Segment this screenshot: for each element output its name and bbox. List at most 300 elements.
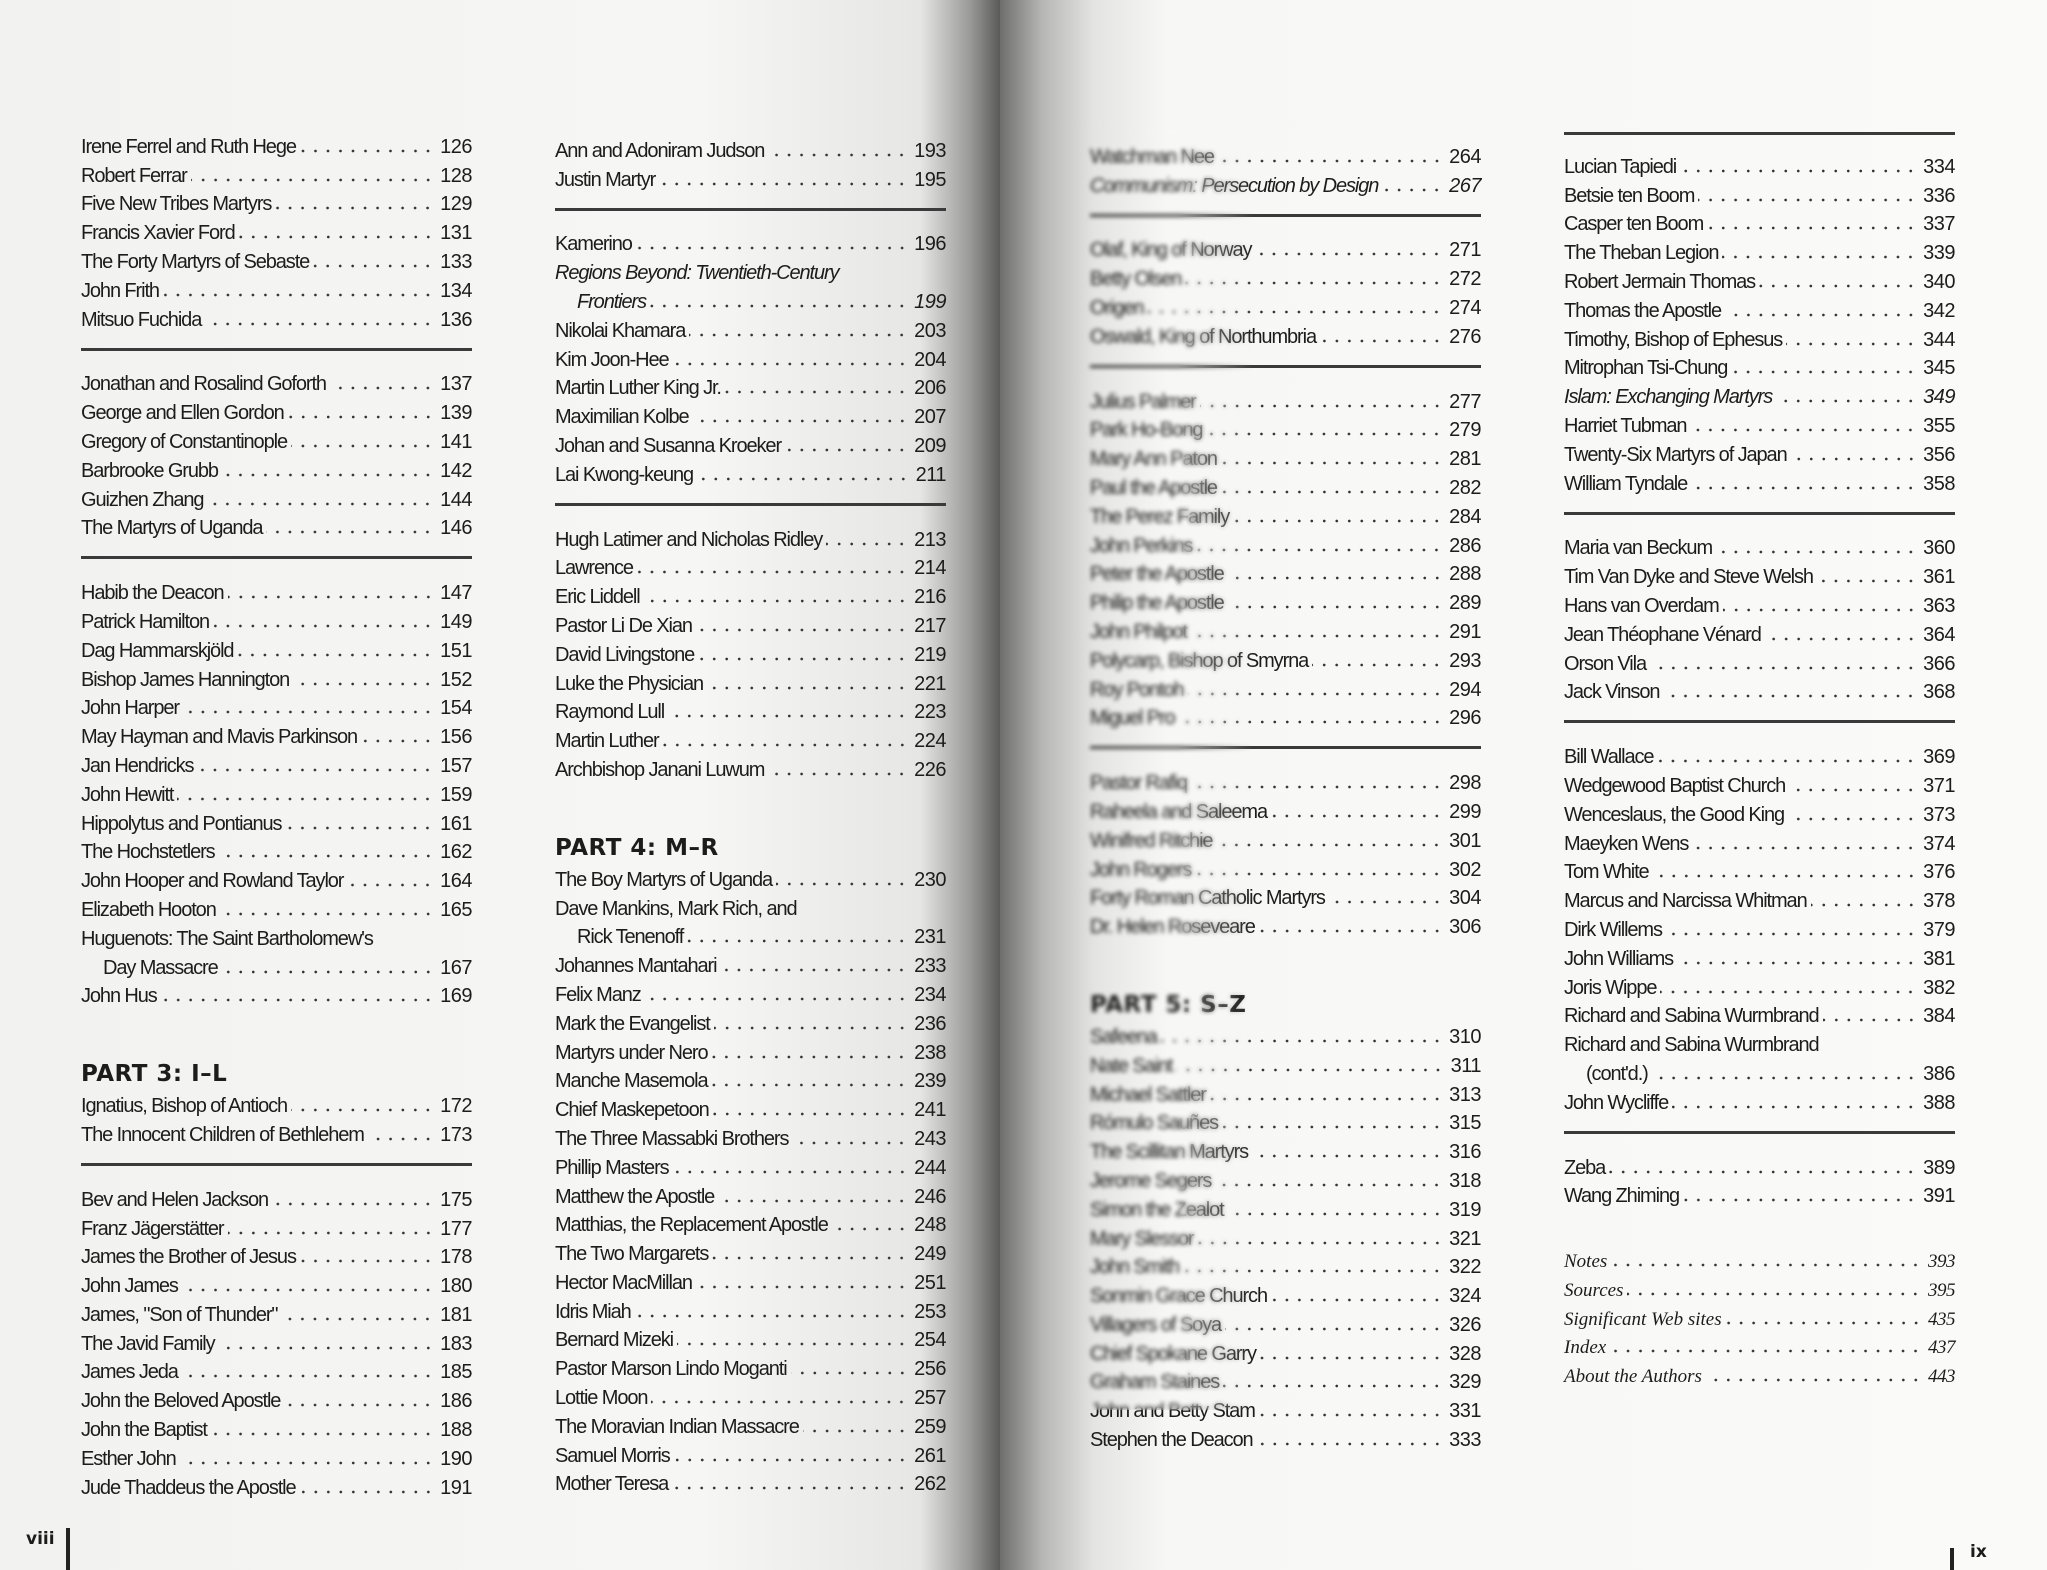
toc-entry[interactable] (1564, 323, 1955, 352)
entry-page-number: 379 (1923, 918, 1955, 941)
entry-title: Franz Jägerstätter (81, 1217, 224, 1240)
toc-entry[interactable] (1564, 589, 1955, 618)
dot-leader (1759, 283, 1917, 289)
toc-entry[interactable] (1564, 438, 1955, 467)
toc-entry[interactable] (1564, 676, 1955, 705)
entry-title: Stephen the Deacon (1090, 1429, 1253, 1452)
entry-title: Pastor Rafiq (1090, 772, 1187, 795)
dot-leader (1723, 607, 1917, 613)
entry-title: Dag Hammarskjöld (81, 639, 234, 662)
part-heading (555, 782, 946, 863)
entry-title: Mary Ann Paton (1090, 448, 1217, 471)
entry-page-number: 230 (914, 868, 946, 891)
entry-title: Richard and Sabina Wurmbrand (1564, 1034, 1819, 1057)
entry-page-number: 366 (1923, 652, 1955, 675)
toc-entry[interactable] (1564, 827, 1955, 856)
toc-entry[interactable] (1564, 409, 1955, 438)
dot-leader (826, 541, 908, 547)
toc-entry[interactable] (555, 724, 946, 753)
dot-leader (361, 738, 434, 744)
entry-title: Tim Van Dyke and Steve Welsh (1564, 566, 1813, 589)
entry-title: Manche Masemola (555, 1070, 708, 1093)
toc-entry[interactable] (81, 425, 472, 454)
entry-title: Betsie ten Boom (1564, 184, 1695, 207)
toc-entry[interactable] (81, 1241, 472, 1270)
dot-leader (707, 685, 908, 691)
entry-title: John Wycliffe (1564, 1091, 1669, 1114)
entry-page-number: 154 (440, 697, 472, 720)
dot-leader (674, 1457, 909, 1463)
toc-entry[interactable] (555, 1151, 946, 1180)
entry-page-number: 243 (914, 1127, 946, 1150)
toc-entry[interactable] (555, 978, 946, 1007)
entry-title: Jerome Segers (1090, 1169, 1212, 1192)
entry-title: Casper ten Boom (1564, 213, 1704, 236)
toc-entry[interactable] (1564, 265, 1955, 294)
dot-leader (1666, 931, 1917, 937)
dot-leader (1650, 665, 1917, 671)
entry-title: Origen (1090, 296, 1144, 319)
toc-entry[interactable] (555, 1468, 946, 1497)
dot-leader (220, 911, 434, 917)
entry-title: Richard and Sabina Wurmbrand (1564, 1005, 1819, 1028)
entry-page-number: 214 (914, 557, 946, 580)
dot-leader (1692, 845, 1917, 851)
toc-entry[interactable] (555, 1266, 946, 1295)
toc-entry[interactable] (1564, 971, 1955, 1000)
entry-page-number: 349 (1923, 386, 1955, 409)
entry-page-number: 302 (1449, 858, 1481, 881)
dot-leader (219, 1345, 435, 1351)
toc-entry[interactable] (555, 863, 946, 892)
dot-leader (1698, 197, 1917, 203)
entry-title: Roy Pontoh (1090, 678, 1184, 701)
entry-title: Index (1564, 1337, 1607, 1359)
section-divider (1564, 126, 1955, 150)
entry-page-number: 217 (914, 614, 946, 637)
entry-page-number: 381 (1923, 947, 1955, 970)
toc-entry[interactable] (1564, 647, 1955, 676)
dot-leader (211, 1431, 434, 1437)
toc-entry[interactable] (81, 188, 472, 217)
entry-title: Robert Jermain Thomas (1564, 270, 1756, 293)
entry-title: Johannes Mantahari (555, 955, 717, 978)
toc-entry[interactable] (81, 512, 472, 541)
entry-title: Chief Spokane Garry (1090, 1342, 1256, 1365)
toc-entry[interactable] (1564, 532, 1955, 561)
toc-entry[interactable] (81, 1413, 472, 1442)
toc-entry[interactable] (555, 163, 946, 192)
toc-entry[interactable] (81, 1298, 472, 1327)
toc-entry[interactable] (1564, 380, 1955, 409)
entry-title: Dirk Willems (1564, 918, 1662, 941)
toc-entry[interactable] (555, 580, 946, 609)
toc-entry[interactable] (1564, 942, 1955, 971)
dot-leader (1223, 1383, 1443, 1389)
entry-title: Michael Sattler (1090, 1083, 1206, 1106)
dot-leader (1611, 1262, 1922, 1268)
entry-title: Tom White (1564, 861, 1649, 884)
entry-page-number: 191 (440, 1476, 472, 1499)
toc-entry[interactable] (81, 1384, 472, 1413)
toc-entry[interactable] (555, 1410, 946, 1439)
toc-entry[interactable] (1564, 1273, 1955, 1302)
dot-leader (689, 332, 908, 338)
dot-leader (288, 414, 434, 420)
dot-leader (720, 967, 908, 973)
toc-entry[interactable] (81, 634, 472, 663)
toc-entry[interactable] (81, 692, 472, 721)
entry-page-number: 384 (1923, 1005, 1955, 1028)
toc-entry-line (1564, 1028, 1955, 1057)
toc-entry[interactable] (1564, 150, 1955, 179)
toc-entry[interactable] (1564, 208, 1955, 237)
dot-leader (1680, 168, 1917, 174)
toc-entry[interactable] (81, 1442, 472, 1471)
section-divider (81, 1147, 472, 1183)
entry-page-number: 358 (1923, 472, 1955, 495)
entry-page-number: 378 (1923, 890, 1955, 913)
dot-leader (266, 529, 434, 535)
dot-leader (207, 501, 434, 507)
dot-leader (698, 656, 908, 662)
toc-entry[interactable] (81, 1327, 472, 1356)
entry-page-number: 144 (440, 488, 472, 511)
toc-entry[interactable] (1564, 1057, 1955, 1086)
entry-page-number: 331 (1449, 1400, 1481, 1423)
toc-entry[interactable] (555, 1439, 946, 1468)
toc-entry[interactable] (555, 314, 946, 343)
entry-page-number: 147 (440, 582, 472, 605)
entry-page-number: 133 (440, 250, 472, 273)
entry-title: John Smith (1090, 1256, 1180, 1279)
entry-page-number: 241 (914, 1099, 946, 1122)
part-heading-text: PART 5: S–Z (1090, 992, 1247, 1019)
toc-entry[interactable] (555, 372, 946, 401)
toc-entry[interactable] (1564, 1180, 1955, 1209)
toc-entry[interactable] (1564, 618, 1955, 647)
dot-leader (1789, 787, 1917, 793)
entry-title: Barbrooke Grubb (81, 459, 218, 482)
entry-title: Johan and Susanna Kroeker (555, 434, 782, 457)
dot-leader (1691, 485, 1917, 491)
toc-entry[interactable] (555, 285, 946, 314)
dot-leader (1228, 604, 1443, 610)
entry-title: Mark the Evangelist (555, 1012, 710, 1035)
toc-entry[interactable] (81, 778, 472, 807)
toc-entry[interactable] (1564, 1302, 1955, 1331)
toc-entry[interactable] (555, 552, 946, 581)
section-divider (1564, 1115, 1955, 1151)
toc-entry[interactable] (555, 949, 946, 978)
toc-entry[interactable] (81, 1269, 472, 1298)
dot-leader (803, 1428, 908, 1434)
toc-entry[interactable] (555, 1065, 946, 1094)
toc-entry[interactable] (555, 1180, 946, 1209)
dot-leader (673, 361, 909, 367)
toc-entry[interactable] (81, 1118, 472, 1147)
entry-title: Francis Xavier Ford (81, 222, 235, 245)
toc-entry[interactable] (81, 864, 472, 893)
toc-entry[interactable] (555, 134, 946, 163)
toc-entry[interactable] (81, 454, 472, 483)
entry-page-number: 356 (1923, 443, 1955, 466)
toc-entry[interactable] (81, 605, 472, 634)
entry-title: John Hewitt (81, 783, 174, 806)
section-divider (1564, 496, 1955, 532)
dot-leader (644, 598, 909, 604)
toc-entry[interactable] (555, 753, 946, 782)
entry-title: Luke the Physician (555, 672, 704, 695)
entry-title: The Innocent Children of Bethlehem (81, 1123, 364, 1146)
entry-page-number: 183 (440, 1332, 472, 1355)
entry-title: Ignatius, Bishop of Antioch (81, 1095, 288, 1118)
entry-title: Jean Théophane Vénard (1564, 623, 1761, 646)
dot-leader (1233, 518, 1443, 524)
entry-page-number: 236 (914, 1012, 946, 1035)
entry-title: Raymond Lull (555, 701, 665, 724)
toc-entry[interactable] (555, 1122, 946, 1151)
entry-title: John Rogers (1090, 858, 1192, 881)
dot-leader (368, 1136, 434, 1142)
toc-entry[interactable] (555, 343, 946, 372)
dot-leader (785, 447, 908, 453)
toc-entry[interactable] (81, 836, 472, 865)
entry-title: Dave Mankins, Mark Rich, and (555, 897, 797, 920)
entry-page-number: 146 (440, 517, 472, 540)
entry-page-number: 249 (914, 1243, 946, 1266)
toc-entry[interactable] (81, 483, 472, 512)
entry-page-number: 321 (1449, 1227, 1481, 1250)
toc-group (81, 130, 472, 332)
entry-page-number: 291 (1449, 620, 1481, 643)
dot-leader (219, 853, 435, 859)
entry-page-number: 324 (1449, 1285, 1481, 1308)
toc-entry[interactable] (81, 807, 472, 836)
toc-entry[interactable] (81, 1471, 472, 1500)
entry-page-number: 288 (1449, 563, 1481, 586)
entry-page-number: 329 (1449, 1371, 1481, 1394)
part-heading-text: PART 3: I–L (81, 1061, 228, 1088)
toc-entry[interactable] (81, 893, 472, 922)
dot-leader (1652, 1075, 1917, 1081)
toc-entry[interactable] (1564, 467, 1955, 496)
toc-entry[interactable] (81, 245, 472, 274)
toc-entry[interactable] (1564, 769, 1955, 798)
entry-title: Olaf, King of Norway (1090, 239, 1252, 262)
dot-leader (768, 771, 908, 777)
toc-entry[interactable] (81, 980, 472, 1009)
entry-title: James the Brother of Jesus (81, 1246, 296, 1269)
entry-title: Kim Joon-Hee (555, 348, 669, 371)
toc-entry[interactable] (81, 1089, 472, 1118)
entry-title: Nate Saint (1090, 1054, 1173, 1077)
entry-page-number: 276 (1449, 325, 1481, 348)
toc-entry[interactable] (81, 576, 472, 605)
entry-page-number: 364 (1923, 623, 1955, 646)
toc-entry[interactable] (1564, 1000, 1955, 1029)
toc-entry[interactable] (1564, 798, 1955, 827)
toc-entry[interactable] (1564, 1086, 1955, 1115)
dot-leader (1259, 928, 1443, 934)
toc-entry[interactable] (1564, 560, 1955, 589)
toc-entry[interactable] (555, 696, 946, 725)
entry-page-number: 256 (914, 1358, 946, 1381)
entry-title: The Two Margarets (555, 1243, 709, 1266)
entry-title-continued: Rick Tenenoff (577, 926, 684, 949)
toc-entry[interactable] (1564, 856, 1955, 885)
toc-entry[interactable] (1564, 1359, 1955, 1388)
entry-title: The Perez Family (1090, 505, 1230, 528)
toc-entry[interactable] (555, 1295, 946, 1324)
entry-title: Notes (1564, 1251, 1608, 1273)
dot-leader (687, 938, 908, 944)
entry-page-number: 224 (914, 730, 946, 753)
toc-entry[interactable] (555, 228, 946, 257)
entry-page-number: 177 (440, 1217, 472, 1240)
toc-entry[interactable] (555, 1237, 946, 1266)
dot-leader (672, 1485, 908, 1491)
entry-title: Islam: Exchanging Martyrs (1564, 386, 1773, 409)
toc-group (1564, 532, 1955, 705)
toc-entry[interactable] (555, 1381, 946, 1410)
entry-title: Eric Liddell (555, 586, 640, 609)
toc-column-1 (81, 130, 472, 1500)
dot-leader (651, 1399, 908, 1405)
dot-leader (183, 709, 434, 715)
entry-title: Graham Staines (1090, 1371, 1220, 1394)
toc-entry[interactable] (555, 429, 946, 458)
entry-page-number: 219 (914, 643, 946, 666)
toc-entry[interactable] (555, 1093, 946, 1122)
entry-title: Dr. Helen Roseveare (1090, 916, 1255, 939)
toc-entry[interactable] (81, 951, 472, 980)
toc-entry[interactable] (555, 921, 946, 950)
entry-page-number: 186 (440, 1390, 472, 1413)
toc-entry[interactable] (1564, 913, 1955, 942)
entry-page-number: 257 (914, 1387, 946, 1410)
toc-entry[interactable] (555, 1324, 946, 1353)
entry-page-number: 180 (440, 1275, 472, 1298)
entry-title: Nikolai Khamara (555, 319, 686, 342)
entry-title: Maximilian Kolbe (555, 406, 689, 429)
entry-title: Jan Hendricks (81, 754, 194, 777)
dot-leader (712, 1255, 908, 1261)
dot-leader (1257, 1441, 1444, 1447)
folio-bar-left (66, 1528, 70, 1570)
entry-page-number: 333 (1449, 1429, 1481, 1452)
toc-entry[interactable] (555, 609, 946, 638)
toc-entry[interactable] (81, 1356, 472, 1385)
toc-entry[interactable] (81, 368, 472, 397)
toc-entry[interactable] (555, 1036, 946, 1065)
dot-leader (1660, 989, 1917, 995)
entry-title: Bill Wallace (1564, 746, 1654, 769)
dot-leader (1722, 254, 1917, 260)
toc-entry[interactable] (555, 523, 946, 552)
entry-page-number: 382 (1923, 976, 1955, 999)
entry-page-number: 316 (1449, 1141, 1481, 1164)
toc-entry[interactable] (81, 663, 472, 692)
toc-entry[interactable] (1564, 740, 1955, 769)
entry-page-number: 304 (1449, 887, 1481, 910)
toc-entry[interactable] (555, 638, 946, 667)
toc-entry[interactable] (81, 396, 472, 425)
entry-title: John Philpot (1090, 620, 1187, 643)
toc-entry[interactable] (81, 1212, 472, 1241)
dot-leader (711, 1054, 908, 1060)
dot-leader (635, 1313, 908, 1319)
toc-entry[interactable] (1564, 352, 1955, 381)
dot-leader (191, 177, 434, 183)
entry-page-number: 151 (440, 639, 472, 662)
toc-entry[interactable] (1564, 1331, 1955, 1360)
toc-entry[interactable] (555, 458, 946, 487)
entry-title: John the Beloved Apostle (81, 1390, 281, 1413)
toc-entry[interactable] (1564, 294, 1955, 323)
toc-entry[interactable] (81, 274, 472, 303)
dot-leader (300, 1258, 434, 1264)
section-divider (555, 192, 946, 228)
toc-entry[interactable] (1090, 1423, 1481, 1452)
entry-page-number: 159 (440, 783, 472, 806)
toc-entry[interactable] (1564, 884, 1955, 913)
toc-entry[interactable] (81, 303, 472, 332)
entry-title: Sources (1564, 1279, 1624, 1301)
entry-title: Regions Beyond: Twentieth-Century (555, 262, 839, 285)
entry-title: The Moravian Indian Massacre (555, 1415, 799, 1438)
toc-entry[interactable] (81, 1183, 472, 1212)
toc-entry[interactable] (555, 667, 946, 696)
entry-page-number: 128 (440, 164, 472, 187)
toc-entry[interactable] (555, 400, 946, 429)
entry-title: Sonmin Grace Church (1090, 1285, 1267, 1308)
toc-entry[interactable] (555, 1209, 946, 1238)
entry-title: The Scillitan Martyrs (1090, 1141, 1249, 1164)
dot-leader (1731, 369, 1917, 375)
entry-page-number: 190 (440, 1447, 472, 1470)
entry-page-number: 251 (914, 1271, 946, 1294)
entry-title: Samuel Morris (555, 1444, 670, 1467)
toc-entry[interactable] (81, 130, 472, 159)
toc-entry[interactable] (81, 216, 472, 245)
toc-entry[interactable] (555, 1352, 946, 1381)
entry-page-number: 178 (440, 1246, 472, 1269)
toc-entry[interactable] (1564, 1151, 1955, 1180)
toc-entry[interactable] (1564, 179, 1955, 208)
entry-page-number: 274 (1449, 296, 1481, 319)
dot-leader (182, 1287, 434, 1293)
toc-entry[interactable] (1564, 236, 1955, 265)
entry-page-number: 137 (440, 373, 472, 396)
toc-entry[interactable] (81, 159, 472, 188)
entry-title: Jude Thaddeus the Apostle (81, 1476, 296, 1499)
dot-leader (1776, 398, 1917, 404)
dot-leader (1228, 575, 1444, 581)
toc-group (81, 1089, 472, 1147)
entry-page-number: 206 (914, 377, 946, 400)
toc-entry[interactable] (81, 749, 472, 778)
entry-page-number: 126 (440, 135, 472, 158)
dot-leader (1725, 312, 1917, 318)
part-heading (81, 1008, 472, 1089)
toc-entry[interactable] (555, 1007, 946, 1036)
toc-entry[interactable] (1564, 1244, 1955, 1273)
toc-entry[interactable] (81, 720, 472, 749)
dot-leader (673, 1169, 909, 1175)
entry-title: The Hochstetlers (81, 841, 215, 864)
entry-title: Gregory of Constantinople (81, 430, 287, 453)
